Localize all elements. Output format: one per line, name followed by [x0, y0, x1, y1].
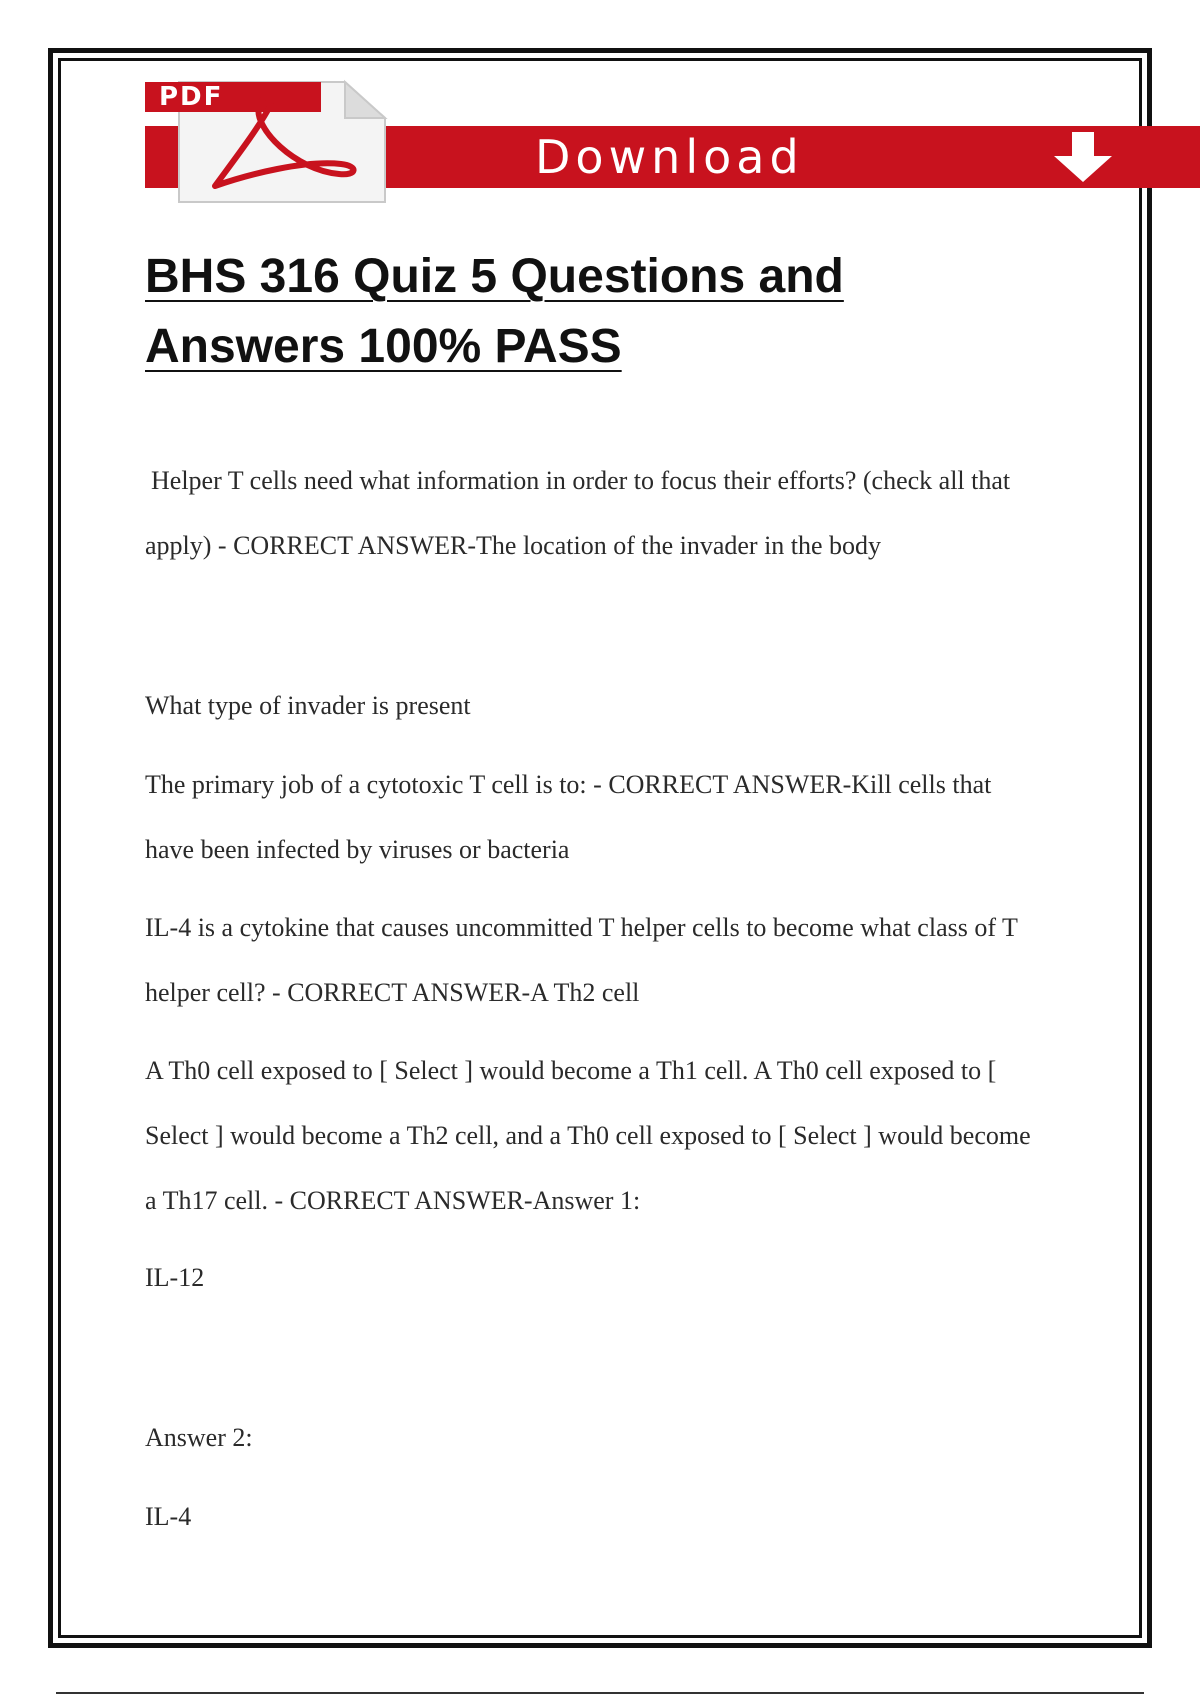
question-2-text: The primary job of a cytotoxic T cell is to: - CORRECT ANSWER-Kill cells that have been infected by viruses or bacteria	[145, 770, 992, 864]
question-1-answer-continued: What type of invader is present	[145, 691, 471, 720]
question-1-text: Helper T cells need what information in order to focus their efforts? (check all that apply) - CORRECT ANSWER-The location of the invader in the body	[145, 466, 1011, 560]
download-arrow-icon	[1050, 130, 1116, 184]
question-3-text: IL-4 is a cytokine that causes uncommitted T helper cells to become what class of T helper cell? - CORRECT ANSWER-A Th2 cell	[145, 913, 1018, 1007]
question-4-text: A Th0 cell exposed to [ Select ] would become a Th1 cell. A Th0 cell exposed to [ Select ] would become a Th2 cell, and a Th0 cell exposed to [ Select ] would become a Th17 cell. - CORRECT ANSWER-Answer 1:	[145, 1056, 1031, 1215]
title-line-2: Answers 100% PASS	[145, 320, 622, 373]
title-line-1: BHS 316 Quiz 5 Questions and	[145, 250, 844, 303]
download-label: Download	[535, 130, 804, 184]
answer-1-value: IL-12	[145, 1263, 205, 1292]
bottom-rule	[56, 1692, 1144, 1694]
pdf-file-icon	[145, 78, 413, 206]
document-title	[145, 242, 1045, 382]
pdf-download-banner[interactable]	[145, 78, 1200, 208]
pdf-label: PDF	[159, 82, 224, 112]
answer-2-value: IL-4	[145, 1502, 192, 1531]
answer-2-label: Answer 2:	[145, 1423, 253, 1452]
